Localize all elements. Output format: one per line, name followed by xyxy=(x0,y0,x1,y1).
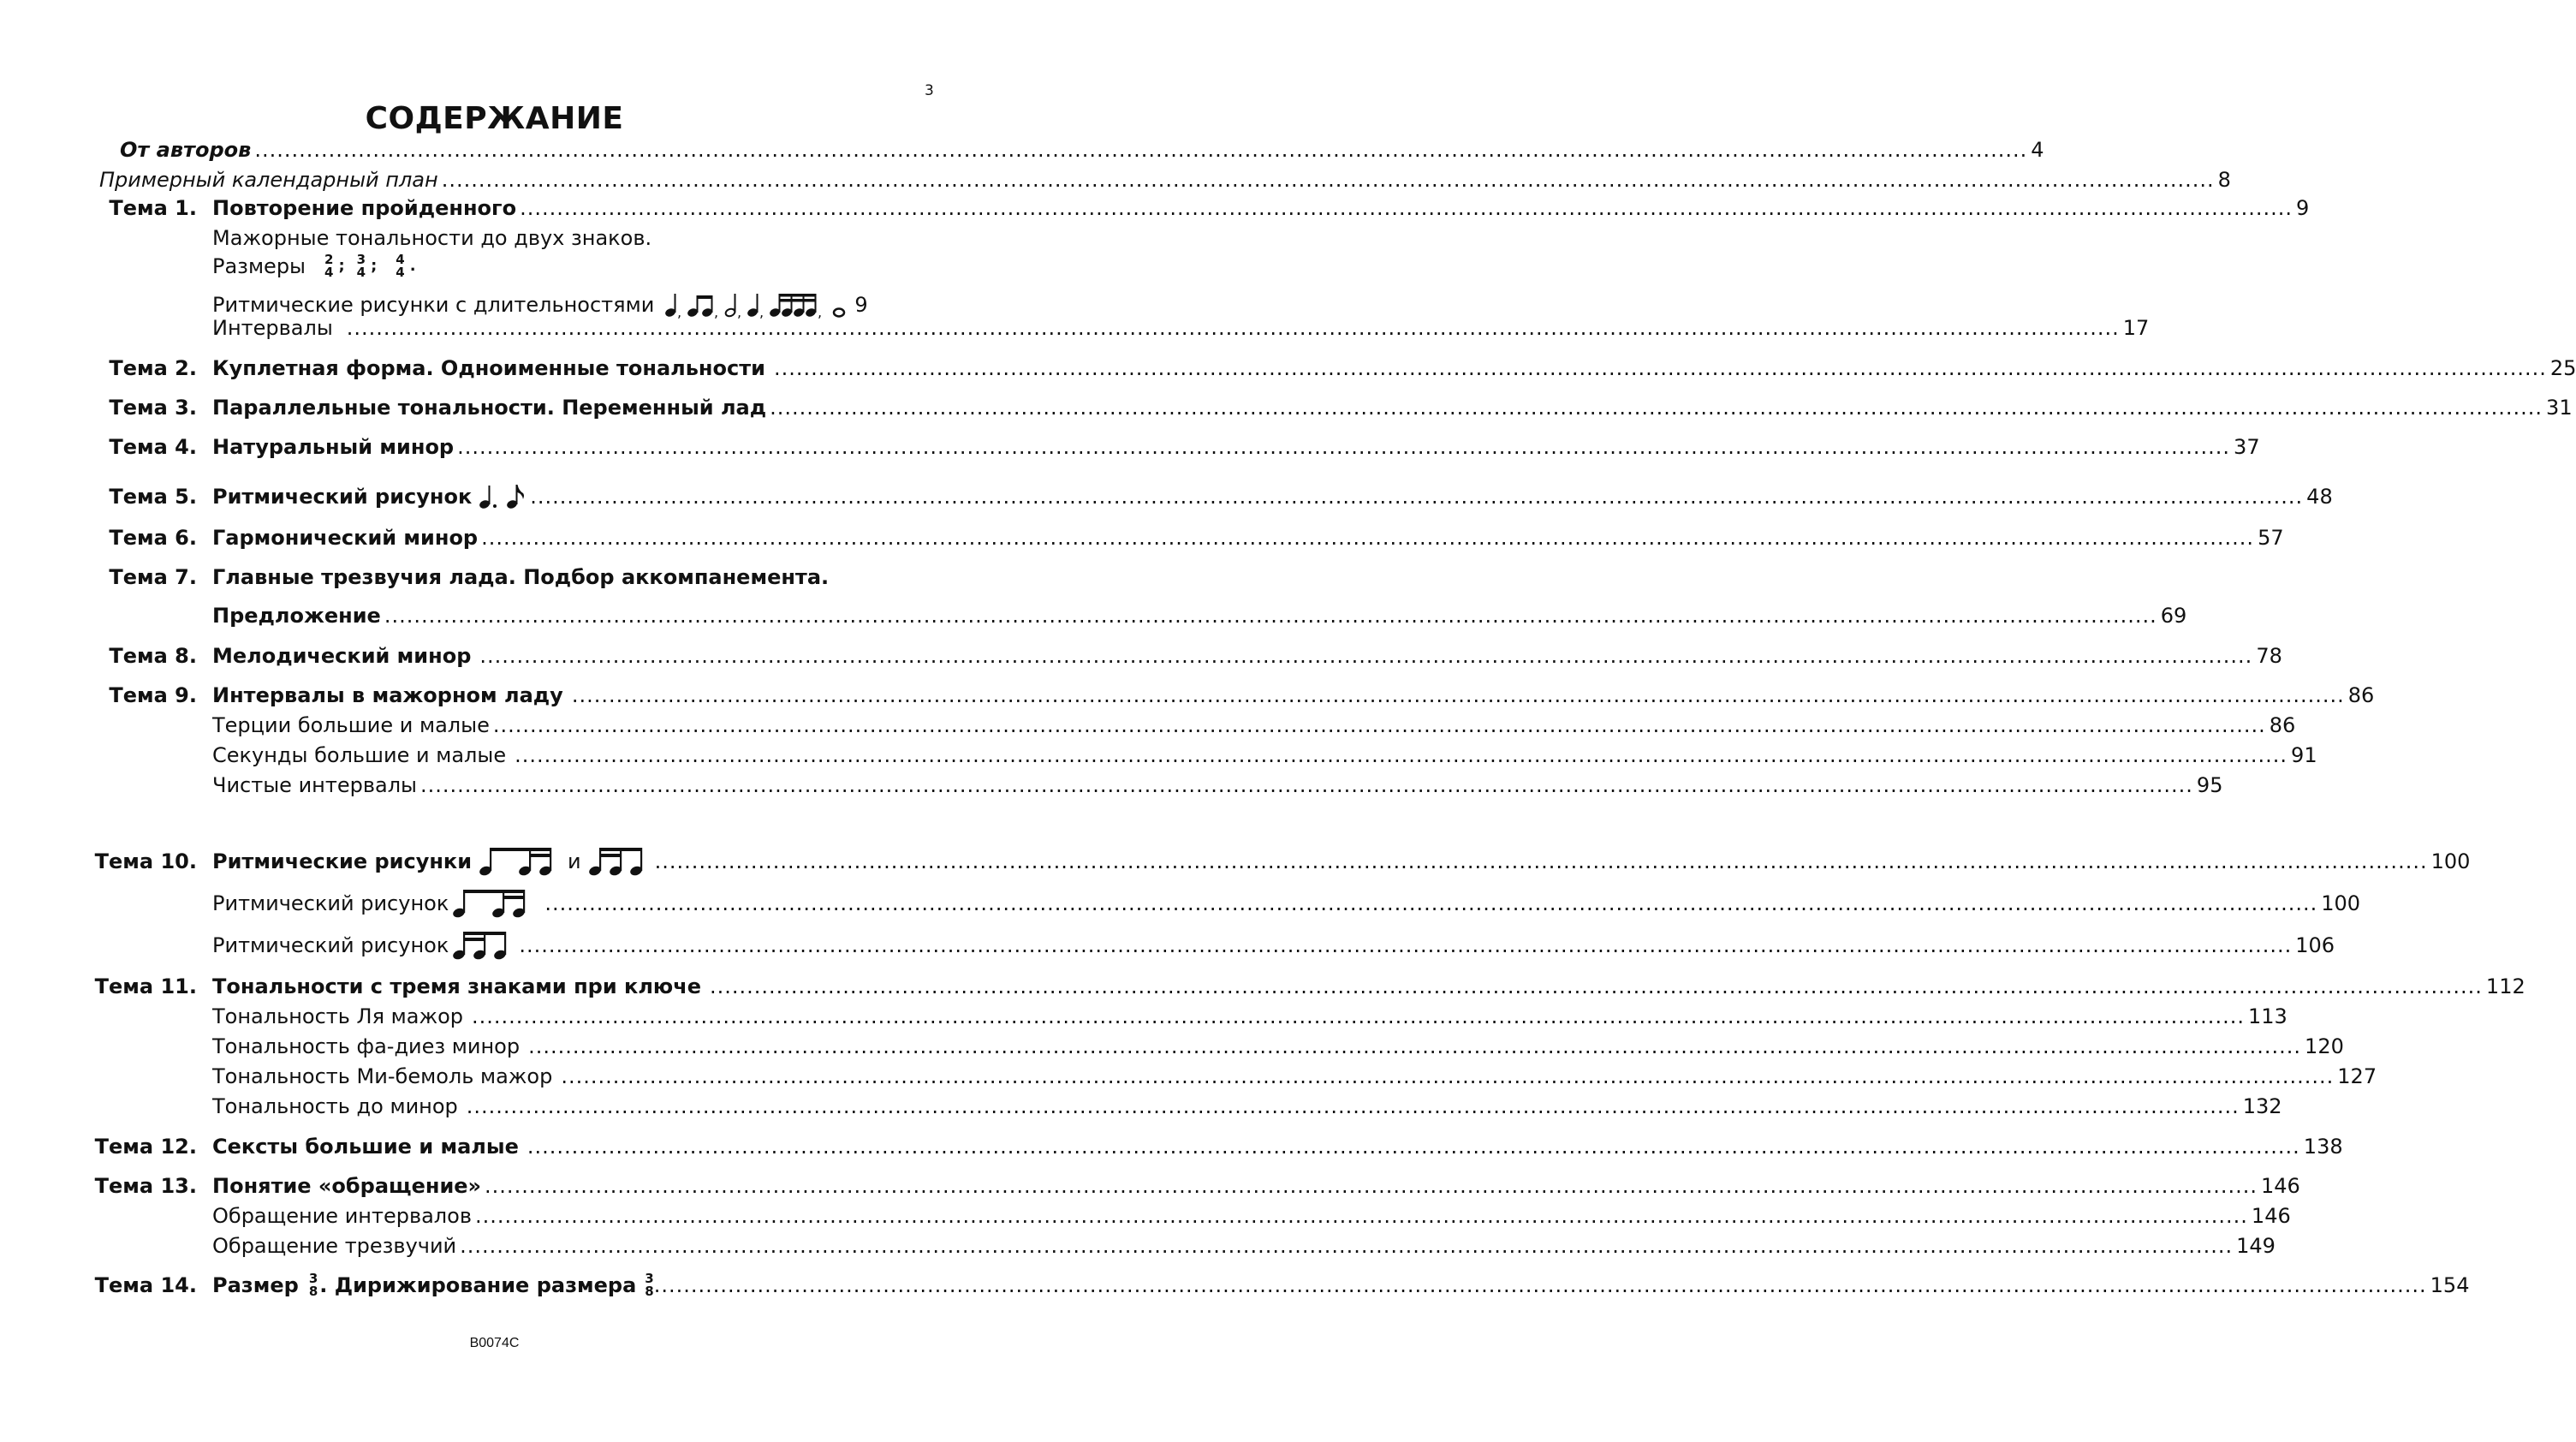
entry-page: 8 xyxy=(2217,168,2231,192)
entry-page: 86 xyxy=(2347,683,2375,707)
topic-number: Тема 13. xyxy=(94,1174,197,1198)
page-title: СОДЕРЖАНИЕ xyxy=(365,101,624,136)
entry-page: 154 xyxy=(2430,1273,2470,1297)
entry-page: 112 xyxy=(2485,974,2525,998)
entry-title: Обращение интервалов xyxy=(212,1204,472,1228)
toc-entry-topic-11[interactable] xyxy=(0,972,2525,1001)
toc-entry-topic-13[interactable] xyxy=(0,1171,2300,1201)
toc-entry-topic-4[interactable] xyxy=(0,432,2260,462)
eighth-two-sixteenths-icon xyxy=(452,886,534,921)
entry-title: Куплетная форма. Одноименные тональности xyxy=(212,356,765,380)
leader-dots: ................................................................................................................................................................................................................................................ xyxy=(441,168,2215,192)
leader-dots: ................................................................................................................................................................................................................................................ xyxy=(653,1273,2427,1297)
entry-title: Ритмические рисунки с длительностями xyxy=(212,293,655,317)
time-signature-2-4 xyxy=(324,253,333,279)
leader-dots: ................................................................................................................................................................................................................................................ xyxy=(254,138,2028,162)
separator: ; xyxy=(338,257,345,275)
entry-title: Ритмический рисунок xyxy=(212,891,449,915)
numerator: 3 xyxy=(308,1271,318,1286)
entry-page: 146 xyxy=(2251,1204,2291,1228)
entry-page: 9 xyxy=(854,293,868,317)
denominator: 8 xyxy=(645,1284,654,1299)
leader-dots: ................................................................................................................................................................................................................................................ xyxy=(485,1174,2258,1198)
entry-page: 106 xyxy=(2295,933,2335,957)
entry-page: 146 xyxy=(2260,1174,2300,1198)
toc-subentry-rhythm-b[interactable] xyxy=(0,931,2335,960)
toc-subentry-e-flat-major[interactable] xyxy=(0,1062,2377,1091)
toc-entry-topic-6[interactable] xyxy=(0,523,2284,552)
entry-page: 31 xyxy=(2546,396,2573,420)
toc-entry-topic-2[interactable] xyxy=(0,354,2576,383)
separator: ; xyxy=(371,257,378,275)
denominator: 4 xyxy=(324,265,334,280)
leader-dots: ................................................................................................................................................................................................................................................ xyxy=(419,773,2193,797)
entry-page: 132 xyxy=(2242,1094,2282,1118)
two-sixteenths-eighth-icon xyxy=(452,928,515,962)
leader-dots: ................................................................................................................................................................................................................................................ xyxy=(472,1004,2245,1028)
denominator: 4 xyxy=(356,265,366,280)
joiner-text: и xyxy=(568,849,581,873)
leader-dots: ................................................................................................................................................................................................................................................ xyxy=(709,974,2483,998)
entry-page: 138 xyxy=(2303,1135,2343,1159)
toc-entry-topic-1[interactable] xyxy=(0,194,2310,223)
numerator: 3 xyxy=(356,252,366,267)
page-number: 3 xyxy=(925,82,934,99)
svg-text:,: , xyxy=(737,304,742,320)
toc-entry-topic-3[interactable] xyxy=(0,393,2573,422)
topic-number: Тема 11. xyxy=(94,974,197,998)
dotted-quarter-note-icon xyxy=(479,482,499,511)
entry-title: Ритмический рисунок xyxy=(212,933,449,957)
topic-number: Тема 14. xyxy=(94,1273,197,1297)
leader-dots: ................................................................................................................................................................................................................................................ xyxy=(457,435,2231,459)
toc-entry-topic-9[interactable] xyxy=(0,681,2375,710)
entry-title: Гармонический минор xyxy=(212,526,479,550)
numerator: 4 xyxy=(396,252,405,267)
toc-entry-topic-7-cont[interactable] xyxy=(0,601,2187,630)
topic-number: Тема 6. xyxy=(109,526,197,550)
entry-title: Интервалы xyxy=(212,316,333,340)
topic-number: Тема 8. xyxy=(109,644,197,668)
leader-dots: ................................................................................................................................................................................................................................................ xyxy=(515,743,2288,767)
leader-dots: ................................................................................................................................................................................................................................................ xyxy=(479,644,2253,668)
toc-subentry-f-sharp-minor[interactable] xyxy=(0,1032,2344,1061)
leader-dots: ................................................................................................................................................................................................................................................ xyxy=(466,1094,2240,1118)
entry-title: Примерный календарный план xyxy=(99,168,438,192)
entry-page: 9 xyxy=(2296,196,2310,220)
entry-title: Сексты большие и малые xyxy=(212,1135,519,1159)
denominator: 8 xyxy=(308,1284,318,1299)
svg-text:,: , xyxy=(759,304,764,320)
entry-title: Ритмический рисунок xyxy=(212,485,473,509)
svg-text:,: , xyxy=(677,304,682,320)
topic-number: Тема 10. xyxy=(94,849,197,873)
entry-title: Понятие «обращение» xyxy=(212,1174,482,1198)
time-signature-3-8 xyxy=(309,1272,318,1298)
topic-number: Тема 7. xyxy=(109,565,197,589)
leader-dots: ................................................................................................................................................................................................................................................ xyxy=(527,1135,2300,1159)
entry-title: От авторов xyxy=(120,138,252,162)
separator: . xyxy=(409,257,416,275)
toc-entry-topic-12[interactable] xyxy=(0,1132,2343,1161)
entry-title: Тональность фа-диез минор xyxy=(212,1034,521,1058)
toc-subentry-intervals[interactable] xyxy=(0,313,2150,343)
entry-page: 17 xyxy=(2122,316,2150,340)
topic-number: Тема 5. xyxy=(109,485,197,509)
entry-title: Тональность Ми-бемоль мажор xyxy=(212,1064,553,1088)
topic-number: Тема 4. xyxy=(109,435,197,459)
numerator: 3 xyxy=(645,1271,654,1286)
topic-number: Тема 9. xyxy=(109,683,197,707)
denominator: 4 xyxy=(396,265,405,280)
toc-subentry-meters[interactable] xyxy=(0,252,1037,281)
entry-title: Интервалы в мажорном ладу xyxy=(212,683,563,707)
time-signature-4-4 xyxy=(396,253,404,279)
toc-entry-plan[interactable] xyxy=(0,165,2231,194)
entry-page: 100 xyxy=(2430,849,2471,873)
toc-entry-topic-10[interactable] xyxy=(0,847,2471,876)
toc-subentry-rhythm-a[interactable] xyxy=(0,889,2361,918)
leader-dots: ................................................................................................................................................................................................................................................ xyxy=(528,1034,2302,1058)
entry-page: 86 xyxy=(2269,713,2296,737)
entry-page: 91 xyxy=(2291,743,2317,767)
leader-dots: ................................................................................................................................................................................................................................................ xyxy=(460,1234,2234,1258)
leader-dots: ................................................................................................................................................................................................................................................ xyxy=(770,396,2543,420)
leader-dots: ................................................................................................................................................................................................................................................ xyxy=(571,683,2345,707)
entry-title: Размер xyxy=(212,1273,299,1297)
entry-title: Мажорные тональности до двух знаков. xyxy=(212,226,652,250)
entry-title: Обращение трезвучий xyxy=(212,1234,457,1258)
leader-dots: ................................................................................................................................................................................................................................................ xyxy=(530,485,2304,509)
toc-subentry-a-major[interactable] xyxy=(0,1002,2287,1031)
entry-title: Ритмические рисунки xyxy=(212,849,473,873)
leader-dots: ................................................................................................................................................................................................................................................ xyxy=(384,604,2157,628)
toc-subentry-interval-inversion[interactable] xyxy=(0,1201,2291,1230)
eighth-two-sixteenths-icon xyxy=(479,844,561,879)
toc-entry-authors[interactable] xyxy=(0,135,2044,164)
leader-dots: ................................................................................................................................................................................................................................................ xyxy=(544,891,2318,915)
entry-title: Секунды большие и малые xyxy=(212,743,507,767)
entry-page: 100 xyxy=(2321,891,2361,915)
toc-subentry-c-minor[interactable] xyxy=(0,1092,2282,1121)
toc-entry-topic-14[interactable] xyxy=(0,1271,2470,1300)
entry-page: 69 xyxy=(2160,604,2187,628)
entry-page: 120 xyxy=(2305,1034,2344,1058)
entry-title-cont: . Дирижирование размера xyxy=(319,1273,637,1297)
entry-title: Параллельные тональности. Переменный лад xyxy=(212,396,767,420)
entry-page: 57 xyxy=(2258,526,2284,550)
entry-page: 78 xyxy=(2256,644,2282,668)
entry-page: 127 xyxy=(2337,1064,2377,1088)
toc-subentry-triad-inversion[interactable] xyxy=(0,1231,2276,1260)
toc-subentry-perfect[interactable] xyxy=(0,771,2223,800)
topic-number: Тема 1. xyxy=(109,196,197,220)
entry-title: Натуральный минор xyxy=(212,435,455,459)
entry-page: 25 xyxy=(2549,356,2576,380)
leader-dots: ................................................................................................................................................................................................................................................ xyxy=(492,713,2266,737)
svg-text:,: , xyxy=(714,304,719,320)
leader-dots: ................................................................................................................................................................................................................................................ xyxy=(346,316,2120,340)
entry-title: Чистые интервалы xyxy=(212,773,417,797)
footer-code: B0074C xyxy=(469,1336,520,1350)
entry-page: 37 xyxy=(2234,435,2260,459)
leader-dots: ................................................................................................................................................................................................................................................ xyxy=(773,356,2547,380)
entry-page: 113 xyxy=(2247,1004,2287,1028)
eighth-note-icon xyxy=(506,482,525,511)
leader-dots: ................................................................................................................................................................................................................................................ xyxy=(519,933,2293,957)
toc-entry-topic-7[interactable] xyxy=(0,563,1037,592)
toc-subentry-seconds[interactable] xyxy=(0,741,2317,770)
toc-subentry-major-keys[interactable] xyxy=(0,223,1037,253)
entry-title: Тональности с тремя знаками при ключе xyxy=(212,974,701,998)
topic-number: Тема 2. xyxy=(109,356,197,380)
toc-entry-topic-5[interactable] xyxy=(0,482,2333,511)
entry-title: Мелодический минор xyxy=(212,644,472,668)
entry-title: Тональность Ля мажор xyxy=(212,1004,464,1028)
leader-dots: ................................................................................................................................................................................................................................................ xyxy=(520,196,2293,220)
time-signature-3-4 xyxy=(357,253,366,279)
time-signature-3-8 xyxy=(645,1272,653,1298)
entry-title: Главные трезвучия лада. Подбор аккомпанемента. xyxy=(212,565,830,589)
entry-title: Повторение пройденного xyxy=(212,196,517,220)
entry-title: Предложение xyxy=(212,604,381,628)
entry-title: Тональность до минор xyxy=(212,1094,458,1118)
svg-text:,: , xyxy=(818,304,823,320)
leader-dots: ................................................................................................................................................................................................................................................ xyxy=(474,1204,2248,1228)
entry-page: 149 xyxy=(2236,1234,2276,1258)
topic-number: Тема 12. xyxy=(94,1135,197,1159)
leader-dots: ................................................................................................................................................................................................................................................ xyxy=(481,526,2255,550)
entry-page: 95 xyxy=(2196,773,2223,797)
leader-dots: ................................................................................................................................................................................................................................................ xyxy=(561,1064,2335,1088)
leader-dots: ................................................................................................................................................................................................................................................ xyxy=(654,849,2428,873)
topic-number: Тема 3. xyxy=(109,396,197,420)
entry-title: Размеры xyxy=(212,254,306,278)
two-sixteenths-eighth-icon xyxy=(588,844,651,879)
toc-subentry-thirds[interactable] xyxy=(0,711,2296,740)
entry-title: Терции большие и малые xyxy=(212,713,490,737)
numerator: 2 xyxy=(324,252,334,267)
entry-page: 4 xyxy=(2031,138,2044,162)
toc-entry-topic-8[interactable] xyxy=(0,641,2282,670)
entry-page: 48 xyxy=(2306,485,2333,509)
